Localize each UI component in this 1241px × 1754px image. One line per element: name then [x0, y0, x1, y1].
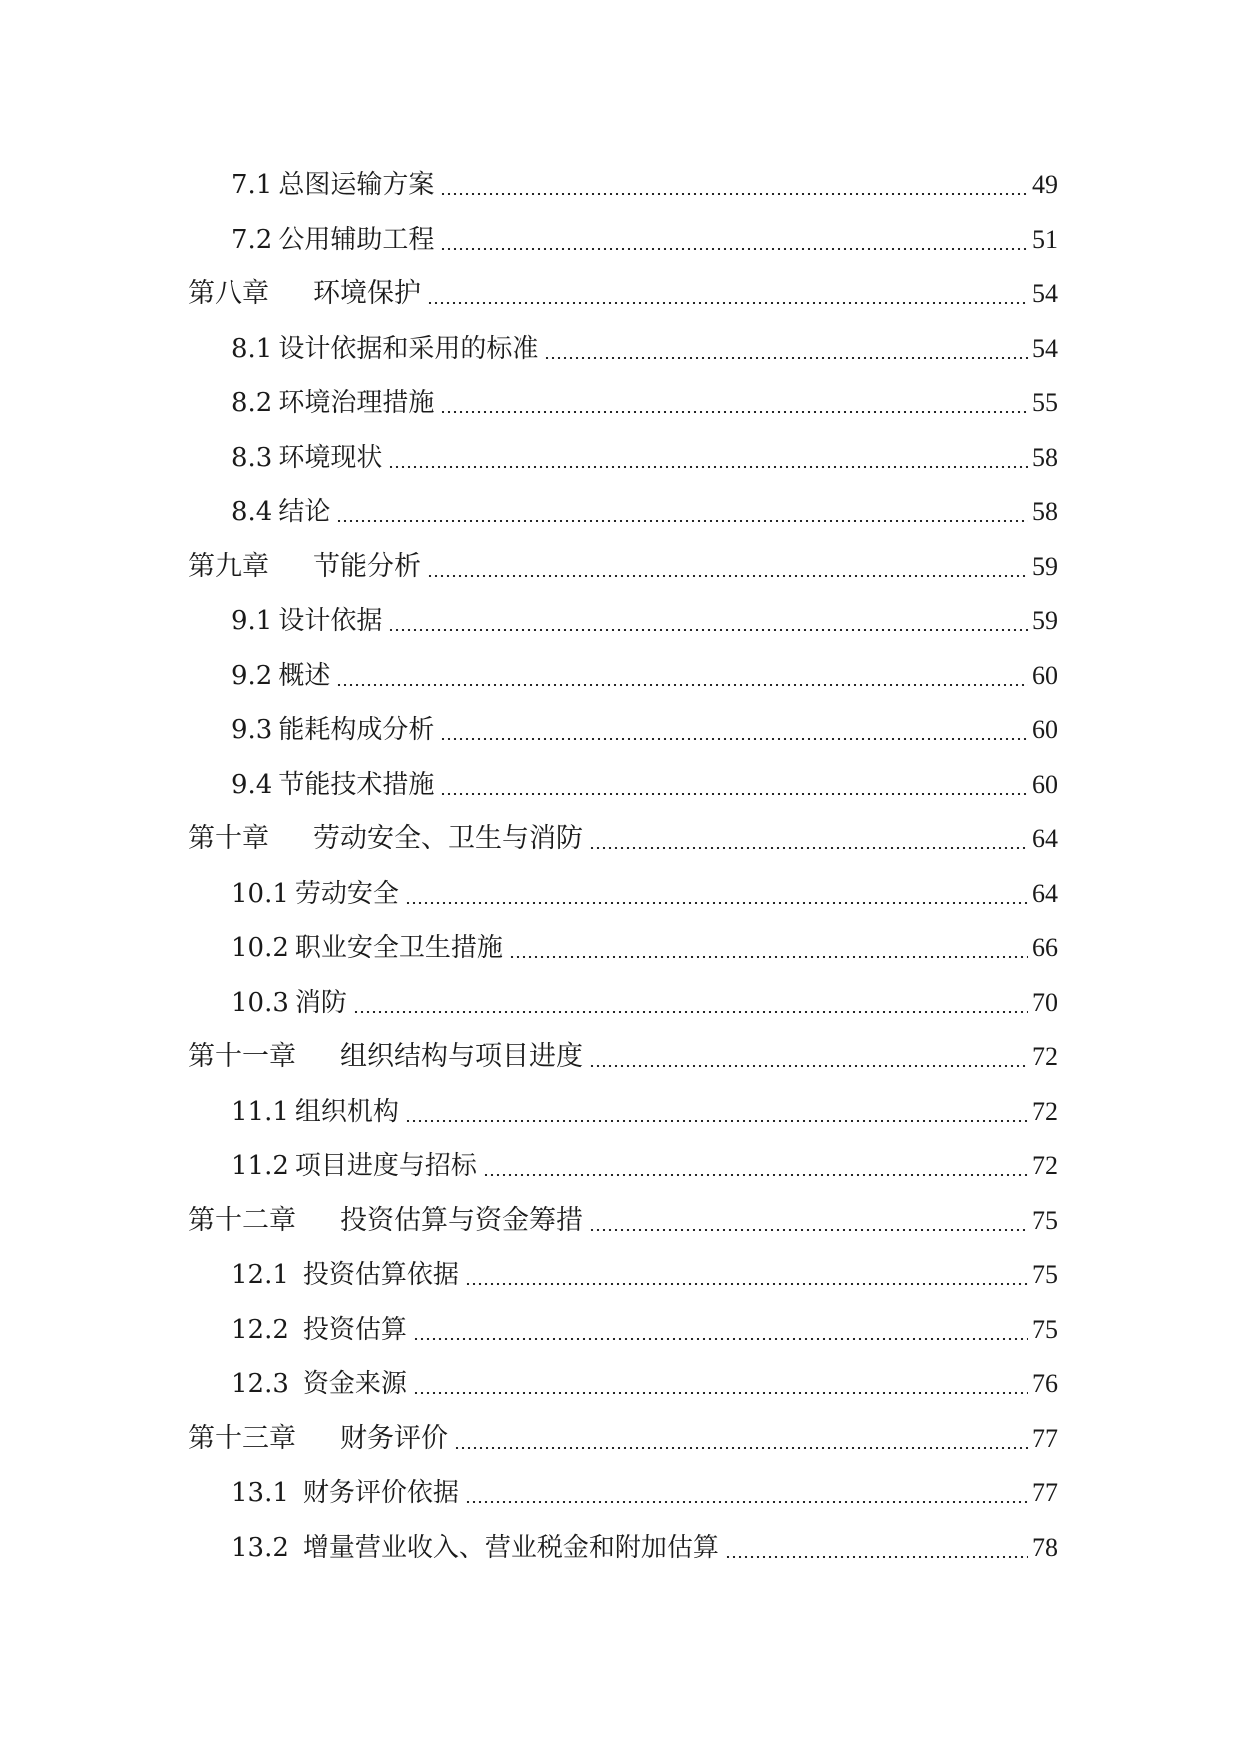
toc-page-number: 54	[1032, 333, 1058, 363]
toc-chapter-number: 第十一章	[188, 1041, 296, 1072]
toc-chapter-number: 第十三章	[188, 1422, 296, 1454]
toc-dot-leader	[465, 1501, 1028, 1503]
toc-page-number: 72	[1032, 1151, 1058, 1180]
toc-page-number: 60	[1032, 769, 1058, 799]
toc-page-number: 59	[1032, 551, 1058, 581]
toc-section-row[interactable]	[188, 1303, 1058, 1358]
toc-section-title: 设计依据和采用的标准	[278, 333, 539, 364]
toc-dot-leader	[405, 902, 1028, 904]
toc-section-row[interactable]	[188, 376, 1058, 431]
toc-dot-leader	[440, 738, 1028, 740]
toc-page-number: 77	[1032, 1478, 1058, 1507]
toc-page-number: 49	[1032, 170, 1058, 199]
toc-page-number: 66	[1032, 933, 1058, 962]
toc-dot-leader	[405, 1120, 1028, 1122]
toc-section-title: 消防	[294, 987, 347, 1018]
toc-section-number: 8.4	[231, 497, 273, 527]
toc-section-row[interactable]	[188, 1357, 1058, 1412]
toc-section-number: 7.2	[231, 224, 273, 255]
toc-section-row[interactable]	[188, 485, 1058, 540]
toc-page-number: 51	[1032, 224, 1058, 254]
toc-chapter-title: 劳动安全、卫生与消防	[313, 823, 583, 854]
toc-section-title: 节能技术措施	[278, 769, 435, 800]
toc-section-number: 7.1	[231, 170, 273, 200]
toc-chapter-row[interactable]	[188, 1194, 1058, 1249]
toc-section-row[interactable]	[188, 703, 1058, 758]
toc-section-number: 10.1	[231, 878, 289, 909]
toc-chapter-row[interactable]	[188, 540, 1058, 595]
toc-dot-leader	[427, 575, 1028, 577]
toc-dot-leader	[589, 847, 1028, 849]
toc-section-row[interactable]	[188, 1466, 1058, 1521]
toc-dot-leader	[589, 1229, 1028, 1231]
toc-page-number: 75	[1032, 1314, 1058, 1344]
toc-page-number: 59	[1032, 606, 1058, 635]
toc-section-title: 公用辅助工程	[278, 224, 435, 255]
toc-section-title: 劳动安全	[294, 878, 399, 909]
toc-section-number: 12.3	[231, 1369, 289, 1399]
toc-section-number: 12.2	[231, 1314, 289, 1345]
toc-page-number: 58	[1032, 497, 1058, 526]
toc-page-number: 75	[1032, 1260, 1058, 1289]
toc-page-number: 60	[1032, 715, 1058, 744]
toc-dot-leader	[440, 193, 1028, 195]
toc-section-row[interactable]	[188, 213, 1058, 268]
toc-dot-leader	[427, 302, 1028, 304]
toc-section-number: 11.1	[231, 1096, 289, 1127]
toc-chapter-number: 第十章	[188, 823, 269, 854]
toc-page-number: 70	[1032, 987, 1058, 1017]
toc-chapter-title: 财务评价	[340, 1422, 448, 1454]
toc-section-title: 职业安全卫生措施	[294, 933, 503, 963]
toc-section-number: 9.3	[231, 715, 273, 745]
toc-chapter-row[interactable]	[188, 267, 1058, 322]
toc-section-number: 12.1	[231, 1260, 289, 1290]
toc-section-number: 13.2	[231, 1532, 289, 1563]
toc-dot-leader	[353, 1011, 1028, 1013]
toc-section-row[interactable]	[188, 594, 1058, 649]
toc-section-number: 13.1	[231, 1478, 289, 1508]
toc-section-title: 设计依据	[278, 606, 383, 636]
toc-page-number: 60	[1032, 660, 1058, 690]
toc-dot-leader	[388, 466, 1028, 468]
toc-dot-leader	[413, 1392, 1028, 1394]
toc-chapter-title: 节能分析	[313, 550, 421, 582]
toc-section-number: 9.2	[231, 660, 273, 691]
toc-section-title: 能耗构成分析	[278, 715, 435, 745]
toc-section-row[interactable]	[188, 322, 1058, 377]
toc-section-row[interactable]	[188, 921, 1058, 976]
toc-section-title: 结论	[278, 497, 331, 527]
toc-page-number: 54	[1032, 279, 1058, 308]
toc-chapter-title: 组织结构与项目进度	[340, 1041, 583, 1072]
toc-section-row[interactable]	[188, 976, 1058, 1031]
toc-chapter-row[interactable]	[188, 1412, 1058, 1467]
toc-page-number: 75	[1032, 1205, 1058, 1235]
toc-section-number: 8.1	[231, 333, 273, 364]
toc-dot-leader	[440, 411, 1028, 413]
toc-dot-leader	[388, 629, 1028, 631]
toc-chapter-number: 第八章	[188, 278, 269, 309]
toc-section-number: 8.2	[231, 388, 273, 418]
toc-section-row[interactable]	[188, 649, 1058, 704]
toc-dot-leader	[589, 1065, 1028, 1067]
toc-section-row[interactable]	[188, 1085, 1058, 1140]
toc-section-title: 组织机构	[294, 1096, 399, 1127]
toc-section-row[interactable]	[188, 867, 1058, 922]
toc-section-title: 增量营业收入、营业税金和附加估算	[302, 1532, 719, 1563]
toc-dot-leader	[336, 684, 1028, 686]
toc-chapter-row[interactable]	[188, 812, 1058, 867]
toc-section-number: 8.3	[231, 442, 273, 473]
toc-chapter-number: 第十二章	[188, 1204, 296, 1236]
toc-section-row[interactable]	[188, 1248, 1058, 1303]
toc-section-title: 环境现状	[278, 442, 383, 473]
toc-dot-leader	[454, 1447, 1028, 1449]
toc-chapter-number: 第九章	[188, 550, 269, 582]
toc-dot-leader	[725, 1556, 1028, 1558]
toc-section-title: 概述	[278, 660, 331, 691]
toc-chapter-title: 环境保护	[313, 278, 421, 309]
toc-chapter-title: 投资估算与资金筹措	[340, 1204, 583, 1236]
toc-dot-leader	[544, 357, 1028, 359]
toc-dot-leader	[413, 1338, 1028, 1340]
toc-dot-leader	[440, 793, 1028, 795]
toc-page-number: 64	[1032, 878, 1058, 908]
toc-page-number: 58	[1032, 442, 1058, 472]
toc-page-number: 55	[1032, 388, 1058, 417]
toc-page-number: 64	[1032, 824, 1058, 853]
toc-section-number: 9.1	[231, 606, 273, 636]
toc-section-row[interactable]	[188, 1139, 1058, 1194]
toc-section-title: 环境治理措施	[278, 388, 435, 418]
toc-section-title: 资金来源	[302, 1369, 407, 1399]
toc-section-number: 10.2	[231, 933, 289, 963]
toc-page-number: 78	[1032, 1532, 1058, 1562]
toc-section-title: 项目进度与招标	[294, 1151, 477, 1181]
toc-dot-leader	[336, 520, 1028, 522]
toc-dot-leader	[483, 1174, 1028, 1176]
toc-section-row[interactable]	[188, 758, 1058, 813]
toc-dot-leader	[465, 1283, 1028, 1285]
toc-dot-leader	[440, 248, 1028, 250]
toc-section-title: 财务评价依据	[302, 1478, 459, 1508]
toc-section-row[interactable]	[188, 158, 1058, 213]
toc-section-row[interactable]	[188, 431, 1058, 486]
toc-section-title: 总图运输方案	[278, 170, 435, 200]
toc-page-number: 77	[1032, 1423, 1058, 1453]
toc-section-number: 9.4	[231, 769, 273, 800]
toc-section-row[interactable]	[188, 1521, 1058, 1576]
toc-section-number: 11.2	[231, 1151, 289, 1181]
toc-page-number: 72	[1032, 1042, 1058, 1071]
table-of-contents	[188, 158, 1058, 1575]
toc-section-title: 投资估算依据	[302, 1260, 459, 1290]
toc-page-number: 72	[1032, 1096, 1058, 1126]
toc-section-number: 10.3	[231, 987, 289, 1018]
toc-dot-leader	[509, 956, 1028, 958]
toc-chapter-row[interactable]	[188, 1030, 1058, 1085]
toc-section-title: 投资估算	[302, 1314, 407, 1345]
toc-page-number: 76	[1032, 1369, 1058, 1398]
